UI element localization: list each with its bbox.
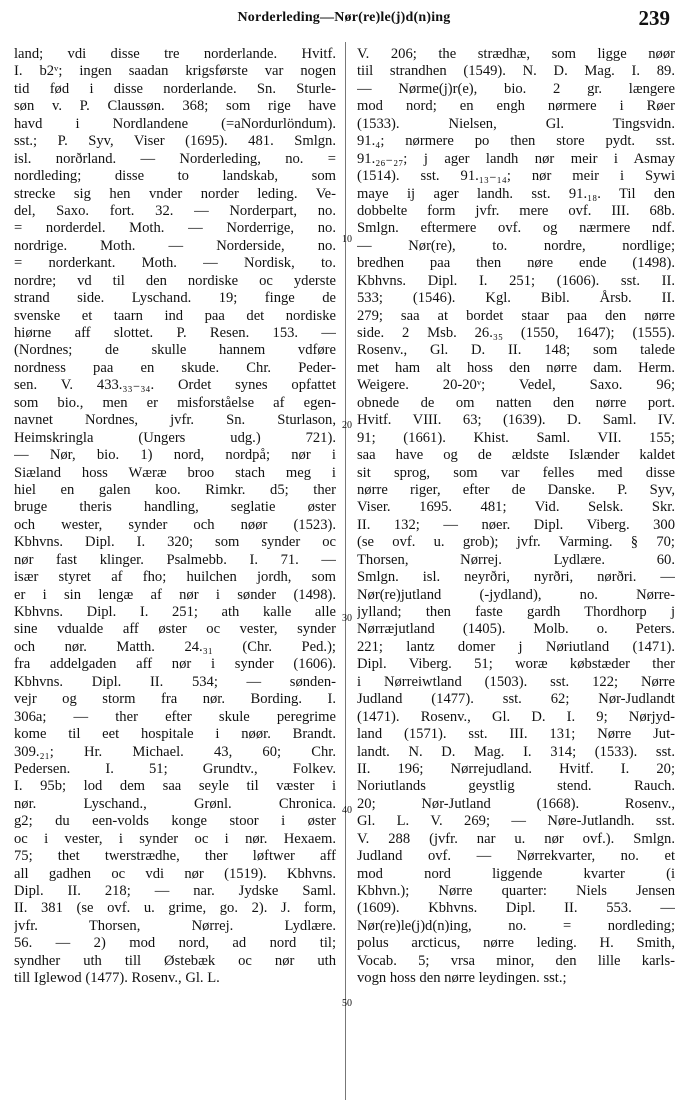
left-column	[14, 46, 336, 988]
text-line: Judland ovf. — Nørrekvarter, no. et	[357, 848, 675, 865]
text-line: jylland; then faste gardh Thordhorp j	[357, 604, 675, 620]
text-line: (Nordnes; de skulle hannem vdføre	[14, 342, 336, 359]
text-line: nør fast klinger. Psalmebb. I. 71. —	[14, 551, 336, 568]
text-line: och nør. Matth. 24.₃₁ (Chr. Ped.);	[14, 638, 336, 655]
text-line: I. 95b; lod dem saa seyle til væster i	[14, 778, 336, 795]
text-line: Kbhvns. Dipl. I. 251; (1606). sst. II.	[357, 272, 675, 289]
text-line: nørre riger, efter de Danske. P. Syv,	[357, 481, 675, 498]
text-line: Dipl. Viberg. 51; woræ købstæder ther	[357, 656, 675, 673]
text-line: strand side. Lyschand. 19; finge de	[14, 290, 336, 307]
text-line: som bio., men er misforståelse af egen-	[14, 394, 336, 411]
text-line: Weigere. 20-20ᵛ; Vedel, Saxo. 96;	[357, 377, 675, 394]
text-line: I. b2ᵛ; ingen saadan krigsførste var nogen	[14, 63, 336, 80]
text-line: mod nord; en engh nørmere i Røer	[357, 98, 675, 115]
text-line: land (1571). sst. III. 131; Nørre Jut-	[357, 726, 675, 743]
text-line: — Nør(re), to. nordre, nordlige;	[357, 237, 675, 254]
text-line: i Nørreiwtland (1503). sst. 122; Nørre	[357, 673, 675, 690]
text-line: bredhen paa then nøre ende (1498).	[357, 255, 675, 272]
text-line: oc i vester, i synder oc i nør. Hexaem.	[14, 830, 336, 847]
line-number: 20	[342, 420, 352, 431]
text-line: Nør(re)jutland (-jydland), no. Nørre-	[357, 586, 675, 603]
page-number: 239	[638, 6, 670, 30]
text-line: II. 196; Nørrejudland. Hvitf. I. 20;	[357, 760, 675, 777]
text-line: nordness paa en skude. Chr. Peder-	[14, 359, 336, 376]
text-line: er i sin lengæ af nør i sønder (1498).	[14, 586, 336, 603]
text-line: II. 381 (se ovf. u. grime, go. 2). J. form,	[14, 900, 336, 917]
text-line: sine vdualde aff øster oc vester, synder	[14, 621, 336, 638]
text-line: hiørne aff slottet. P. Resen. 153. —	[14, 325, 336, 341]
text-line: Vocab. 5; vrsa minor, den lille karls-	[357, 952, 675, 969]
text-line: 91; (1661). Khist. Saml. VII. 155;	[357, 429, 675, 446]
text-line: till Iglewod (1477). Rosenv., Gl. L.	[14, 970, 220, 987]
text-line: mod nord liggende kvarter (i	[357, 865, 675, 882]
text-line: = norderkant. Moth. — Nordisk, to.	[14, 255, 336, 272]
text-line: sit sprog, som var felles med disse	[357, 464, 675, 481]
text-line: sen. V. 433.₃₃₋₃₄. Ordet synes opfattet	[14, 377, 336, 394]
running-head: Norderleding—Nør(re)le(j)d(n)ing	[237, 10, 451, 25]
text-line: kome til eet hospitale i nøør. Brandt.	[14, 726, 336, 743]
text-line: del, Saxo. fort. 32. — Norderpart, no.	[14, 202, 336, 219]
text-line: 20; Nør-Jutland (1668). Rosenv.,	[357, 795, 675, 812]
text-line: hiel en galen koo. Rimkr. d5; ther	[14, 481, 336, 498]
text-line: saa have og de ældste Islænder kaldet	[357, 447, 675, 464]
text-line: (1609). Kbhvns. Dipl. II. 553. —	[357, 900, 675, 917]
text-line: met ham alt hoss den nørre dam. Herm.	[357, 359, 675, 376]
text-line: Kbhvn.); Nørre quarter: Niels Jensen	[357, 883, 675, 899]
text-line: Heimskringla (Ungers udg.) 721).	[14, 429, 336, 446]
text-line: strecke sig hen vnder norder leding. Ve-	[14, 185, 336, 202]
text-line: Noriutlands geystlig stend. Rauch.	[357, 778, 675, 795]
text-line: bruge theris handling, seglatie øster	[14, 499, 336, 516]
text-line: Hvitf. VIII. 63; (1639). D. Saml. IV.	[357, 412, 675, 429]
text-line: nordrige. Moth. — Norderside, no.	[14, 237, 336, 254]
text-line: Nør(re)le(j)d(n)ing, no. = nordleding;	[357, 917, 675, 934]
text-line: Viser. 1695. 481; Vid. Selsk. Skr.	[357, 499, 675, 516]
text-line: och wester, synder och nøør (1523).	[14, 516, 336, 533]
text-line: — Nørme(j)r(e), bio. 2 gr. længere	[357, 80, 675, 97]
text-line: land; vdi disse tre norderlande. Hvitf.	[14, 46, 336, 62]
text-line: 75; thet twerstrædhe, ther løftwer aff	[14, 848, 336, 865]
text-line: V. 288 (jvfr. nar u. nør ovf.). Smlgn.	[357, 830, 675, 847]
text-line: fra addelgaden aff nør i synder (1606).	[14, 656, 336, 673]
text-line: polus arcticus, nørre leding. H. Smith,	[357, 935, 675, 952]
text-line: navnet Nordnes, jvfr. Sn. Sturlason,	[14, 412, 336, 429]
text-line: vogn hoss den nørre leydingen. sst.;	[357, 970, 567, 987]
text-line: Gl. L. V. 269; — Nøre-Jutlandh. sst.	[357, 813, 675, 830]
text-line: V. 206; the strædhæ, som ligge nøør	[357, 46, 675, 62]
text-line: søn v. P. Claussøn. 368; som rige have	[14, 98, 336, 115]
text-line: nordleding; disse to landskab, som	[14, 168, 336, 185]
text-line: 306a; — ther efter skule peregrime	[14, 708, 336, 725]
text-line: 91.₂₆₋₂₇; j ager landh nør meir i Asmay	[357, 150, 675, 167]
right-column	[357, 46, 675, 988]
text-line: — Nør, bio. 1) nord, nordpå; nør i	[14, 447, 336, 464]
text-line: svenske et taarn ind paa det nordiske	[14, 307, 336, 324]
text-line: nør. Lyschand., Grønl. Chronica.	[14, 795, 336, 812]
text-line: obnede de om natten den nørre port.	[357, 394, 675, 411]
text-line: sst.; P. Syv, Viser (1695). 481. Smlgn.	[14, 133, 336, 150]
line-number: 10	[342, 234, 352, 245]
text-line: 91.₄; nørmere po then store pydt. sst.	[357, 133, 675, 150]
text-line: (1533). Nielsen, Gl. Tingsvidn.	[357, 115, 675, 132]
text-line: Pedersen. I. 51; Grundtv., Folkev.	[14, 760, 336, 777]
text-line: syndher uth till Østebæk oc nør uth	[14, 952, 336, 969]
column-divider	[345, 42, 346, 1100]
text-line: Kbhvns. Dipl. II. 534; — sønden-	[14, 673, 336, 690]
text-line: Nørræjutland (1405). Molb. o. Peters.	[357, 621, 675, 638]
page-header	[0, 6, 688, 34]
text-line: Smlgn. eftermere ovf. og nærmere ndf.	[357, 220, 675, 237]
text-line: isl. norðrland. — Norderleding, no. =	[14, 150, 336, 167]
text-line: især styret af fho; huilchen jordh, som	[14, 569, 336, 586]
text-line: Siæland hoss Wæræ broo stach meg i	[14, 464, 336, 481]
text-line: Rosenv., Gl. D. II. 148; som talede	[357, 342, 675, 359]
text-line: 279; saa at bordet staar paa den nørre	[357, 307, 675, 324]
text-line: Smlgn. isl. neyrðri, nyrðri, nørðri. —	[357, 569, 675, 586]
text-line: landt. N. D. Mag. I. 314; (1533). sst.	[357, 743, 675, 760]
text-line: 533; (1546). Kgl. Bibl. Årsb. II.	[357, 290, 675, 307]
text-line: II. 132; — nøer. Dipl. Viberg. 300	[357, 516, 675, 533]
text-line: maye ij ager landh. sst. 91.₁₈. Til den	[357, 185, 675, 202]
text-line: = norderdel. Moth. — Norderrige, no.	[14, 220, 336, 237]
text-line: havd i Nordlandene (=aNordurlöndum).	[14, 115, 336, 132]
text-line: (1514). sst. 91.₁₃₋₁₄; nør meir i Sywi	[357, 168, 675, 185]
text-line: side. 2 Msb. 26.₃₅ (1550, 1647); (1555).	[357, 325, 675, 341]
text-line: 56. — 2) mod nord, ad nord til;	[14, 935, 336, 952]
text-line: (1471). Rosenv., Gl. D. I. 9; Nørjyd-	[357, 708, 675, 725]
text-line: all gadhen oc vdi nør (1519). Kbhvns.	[14, 865, 336, 882]
text-line: jvfr. Thorsen, Nørrej. Lydlære.	[14, 917, 336, 934]
text-line: vejr og storm fra nør. Bording. I.	[14, 691, 336, 708]
line-number: 30	[342, 613, 352, 624]
line-number: 40	[342, 805, 352, 816]
line-number: 50	[342, 998, 352, 1009]
text-line: Judland (1477). sst. 62; Nør-Judlandt	[357, 691, 675, 708]
text-line: nordre; vd til den nordiske oc yderste	[14, 272, 336, 289]
text-line: dobbelte form jvfr. mere ovf. III. 68b.	[357, 202, 675, 219]
text-line: tid fød i disse norderlande. Sn. Sturle-	[14, 80, 336, 97]
text-line: tiil strandhen (1549). N. D. Mag. I. 89.	[357, 63, 675, 80]
text-line: 221; lantz domer j Nøriutland (1471).	[357, 638, 675, 655]
text-line: Dipl. II. 218; — nar. Jydske Saml.	[14, 883, 336, 899]
text-line: 309.₂₁; Hr. Michael. 43, 60; Chr.	[14, 743, 336, 760]
text-line: Kbhvns. Dipl. I. 320; som synder oc	[14, 534, 336, 551]
text-line: (se ovf. u. grob); jvfr. Varming. § 70;	[357, 534, 675, 551]
text-line: Thorsen, Nørrej. Lydlære. 60.	[357, 551, 675, 568]
text-line: Kbhvns. Dipl. I. 251; ath kalle alle	[14, 604, 336, 620]
text-line: g2; du een-volds konge stoor i øster	[14, 813, 336, 830]
